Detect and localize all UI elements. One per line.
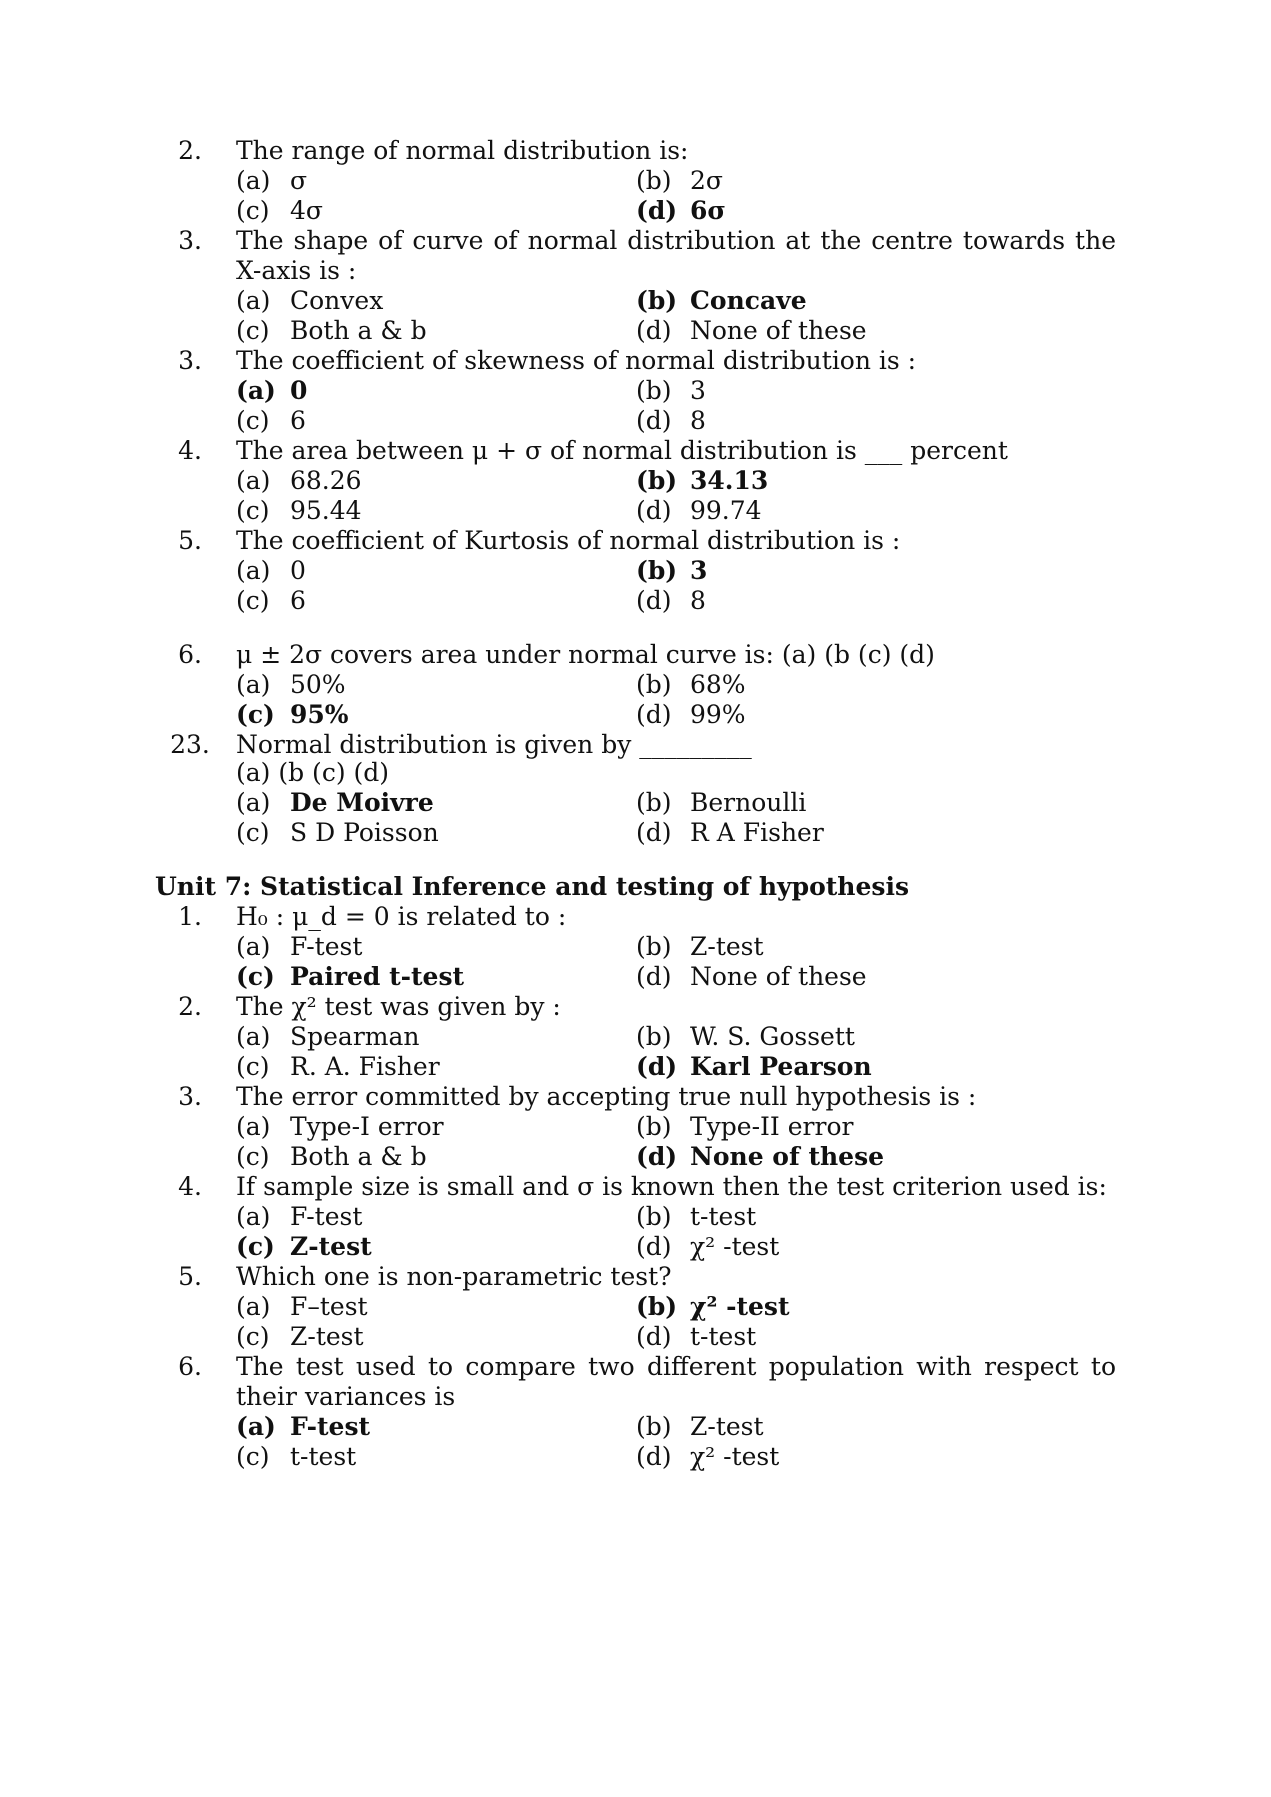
question-number: 2. (178, 992, 202, 1021)
question-number: 2. (178, 136, 202, 165)
question-text: If sample size is small and σ is known then the test criterion used is: (236, 1172, 1107, 1201)
option-a: (a) Convex (236, 286, 384, 315)
option-b: (b) 3 (636, 376, 706, 405)
option-a: (a) σ (236, 166, 308, 195)
question-text: The range of normal distribution is: (236, 136, 689, 165)
option-b: (b) W. S. Gossett (636, 1022, 855, 1051)
option-c: (c) 6 (236, 406, 306, 435)
option-d-answer: (d) 6σ (636, 196, 726, 225)
question-text: The coefficient of Kurtosis of normal distribution is : (236, 526, 901, 555)
option-c: (c) Both a & b (236, 316, 427, 345)
option-d: (d) None of these (636, 316, 867, 345)
option-c: (c) 95.44 (236, 496, 362, 525)
option-d: (d) None of these (636, 962, 867, 991)
question-number: 6. (178, 1352, 202, 1381)
option-d-answer: (d) None of these (636, 1142, 885, 1171)
option-c: (c) 6 (236, 586, 306, 615)
question-text: The area between μ + σ of normal distribution is ___ percent (236, 436, 1008, 465)
question-number: 5. (178, 1262, 202, 1291)
option-c-answer: (c) Paired t-test (236, 962, 465, 991)
option-d: (d) χ² -test (636, 1232, 780, 1261)
option-c: (c) R. A. Fisher (236, 1052, 440, 1081)
question-text: Normal distribution is given by _________ (236, 730, 752, 759)
option-a: (a) Type-I error (236, 1112, 444, 1141)
option-a: (a) 68.26 (236, 466, 362, 495)
option-d: (d) t-test (636, 1322, 757, 1351)
question-text: The χ² test was given by : (236, 992, 561, 1021)
option-a-answer: (a) F-test (236, 1412, 371, 1441)
option-d: (d) 8 (636, 586, 706, 615)
question-number: 4. (178, 436, 202, 465)
question-text: The error committed by accepting true null hypothesis is : (236, 1082, 977, 1111)
option-a-answer: (a) 0 (236, 376, 308, 405)
question-number: 3. (178, 226, 202, 255)
option-b: (b) 68% (636, 670, 746, 699)
question-text: The test used to compare two different population with respect to their variances is (236, 1352, 1116, 1411)
question-number: 6. (178, 640, 202, 669)
option-b: (b) 2σ (636, 166, 723, 195)
option-a: (a) F-test (236, 932, 363, 961)
option-b: (b) Z-test (636, 932, 764, 961)
option-c: (c) t-test (236, 1442, 357, 1471)
option-a: (a) Spearman (236, 1022, 420, 1051)
question-text: The shape of curve of normal distribution at the centre towards the X-axis is : (236, 226, 1116, 285)
question-number: 3. (178, 346, 202, 375)
question-number: 1. (178, 902, 202, 931)
option-b: (b) Z-test (636, 1412, 764, 1441)
option-c: (c) Z-test (236, 1322, 364, 1351)
option-a: (a) 0 (236, 556, 306, 585)
option-a: (a) F–test (236, 1292, 368, 1321)
option-c: (c) S D Poisson (236, 818, 439, 847)
question-text: Which one is non-parametric test? (236, 1262, 672, 1291)
question-number: 4. (178, 1172, 202, 1201)
option-d: (d) R A Fisher (636, 818, 824, 847)
option-c: (c) 4σ (236, 196, 323, 225)
option-b-answer: (b) Concave (636, 286, 807, 315)
option-b-answer: (b) 3 (636, 556, 708, 585)
option-c: (c) Both a & b (236, 1142, 427, 1171)
option-d: (d) 99.74 (636, 496, 762, 525)
option-a-answer: (a) De Moivre (236, 788, 434, 817)
question-text: μ ± 2σ covers area under normal curve is: (a) (b (c) (d) (236, 640, 935, 669)
question-number: 5. (178, 526, 202, 555)
question-number: 23. (170, 730, 210, 759)
option-b: (b) Bernoulli (636, 788, 807, 817)
option-d: (d) 99% (636, 700, 746, 729)
question-subtext: (a) (b (c) (d) (236, 758, 390, 787)
option-d: (d) 8 (636, 406, 706, 435)
option-c-answer: (c) Z-test (236, 1232, 372, 1261)
option-b-answer: (b) 34.13 (636, 466, 769, 495)
question-number: 3. (178, 1082, 202, 1111)
option-d: (d) χ² -test (636, 1442, 780, 1471)
option-a: (a) F-test (236, 1202, 363, 1231)
option-b: (b) Type-II error (636, 1112, 854, 1141)
option-b: (b) t-test (636, 1202, 757, 1231)
unit-heading: Unit 7: Statistical Inference and testing of hypothesis (155, 872, 910, 901)
question-text: H₀ : μ_d = 0 is related to : (236, 902, 567, 931)
option-d-answer: (d) Karl Pearson (636, 1052, 872, 1081)
option-c-answer: (c) 95% (236, 700, 349, 729)
question-text: The coefficient of skewness of normal distribution is : (236, 346, 917, 375)
option-b-answer: (b) χ² -test (636, 1292, 790, 1321)
option-a: (a) 50% (236, 670, 346, 699)
